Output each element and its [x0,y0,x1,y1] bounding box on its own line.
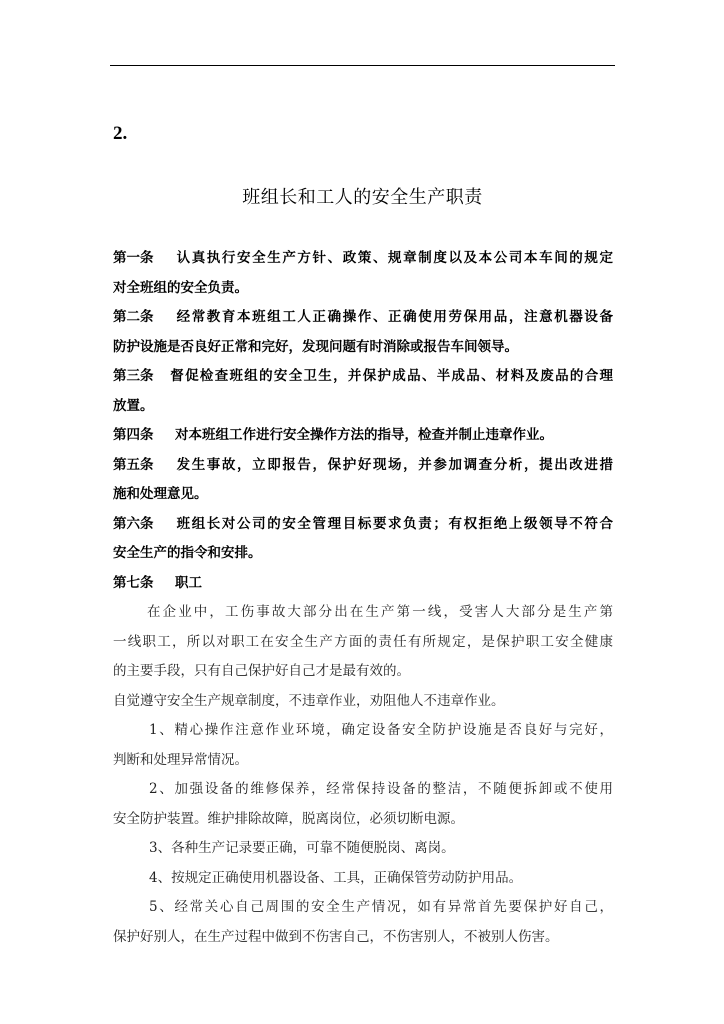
article-label: 第四条 [113,427,154,443]
article-3-line-1 [113,362,613,392]
header-rule [110,65,615,66]
paragraph-1-line-1: 在企业中，工伤事故大部分出在生产第一线，受害人大部分是生产第 [147,604,613,620]
item-2-line-2: 安全防护装置。维护排除故障，脱离岗位，必须切断电源。 [113,810,464,827]
article-text: 职工 [175,574,202,591]
article-2-line-2: 防护设施是否良好正常和完好，发现问题有时消除或报告车间领导。 [113,338,518,355]
article-7-line-1 [113,569,613,599]
section-number: 2. [113,123,128,144]
article-1-line-1 [113,244,613,274]
page-title: 班组长和工人的安全生产职责 [242,187,483,208]
paragraph-1-line-2: 一线职工，所以对职工在安全生产方面的责任有所规定，是保护职工安全健康 [113,633,613,650]
article-label: 第七条 [113,574,154,591]
item-5-line-1: 5、经常关心自己周围的安全生产情况，如有异常首先要保护好自己， [149,899,613,915]
article-3-line-2: 放置。 [113,397,154,414]
article-text: 班组长对公司的安全管理目标要求负责；有权拒绝上级领导不符合 [175,515,613,532]
article-6-line-2: 安全生产的指令和安排。 [113,545,262,561]
item-2-line-1: 2、加强设备的维修保养，经常保持设备的整洁，不随便拆卸或不使用 [149,781,613,797]
article-text: 督促检查班组的安全卫生，并保护成品、半成品、材料及废品的合理 [169,368,613,384]
article-text: 对本班组工作进行安全操作方法的指导，检查并制止违章作业。 [175,427,553,443]
paragraph-2-line-1: 自觉遵守安全生产规章制度，不违章作业，劝阻他人不违章作业。 [113,692,505,709]
item-1-line-1: 1、精心操作注意作业环境，确定设备安全防护设施是否良好与完好， [149,722,613,738]
article-label: 第三条 [113,368,154,384]
article-label: 第五条 [113,456,154,473]
article-6-line-1 [113,510,613,540]
article-label: 第六条 [113,515,154,532]
article-5-line-1 [113,451,613,481]
article-5-line-2: 施和处理意见。 [113,486,208,502]
article-label: 第二条 [113,309,154,325]
article-4-line-1 [113,421,613,451]
article-text: 认真执行安全生产方针、政策、规章制度以及本公司本车间的规定 [175,250,613,266]
article-label: 第一条 [113,250,154,266]
article-text: 发生事故，立即报告，保护好现场，并参加调查分析，提出改进措 [175,456,613,473]
item-3-line-1: 3、各种生产记录要正确，可靠不随便脱岗、离岗。 [149,840,455,856]
item-5-line-2: 保护好别人，在生产过程中做到不伤害自己，不伤害别人，不被别人伤害。 [113,928,559,945]
paragraph-1-line-3: 的主要手段，只有自己保护好自己才是最有效的。 [113,663,410,679]
document-body [113,244,613,952]
item-4-line-1: 4、按规定正确使用机器设备、工具，正确保管劳动防护用品。 [149,869,523,886]
article-2-line-1 [113,303,613,333]
item-1-line-2: 判断和处理异常情况。 [113,751,248,768]
article-text: 经常教育本班组工人正确操作、正确使用劳保用品，注意机器设备 [175,309,613,325]
article-1-line-2: 对全班组的安全负责。 [113,279,248,296]
